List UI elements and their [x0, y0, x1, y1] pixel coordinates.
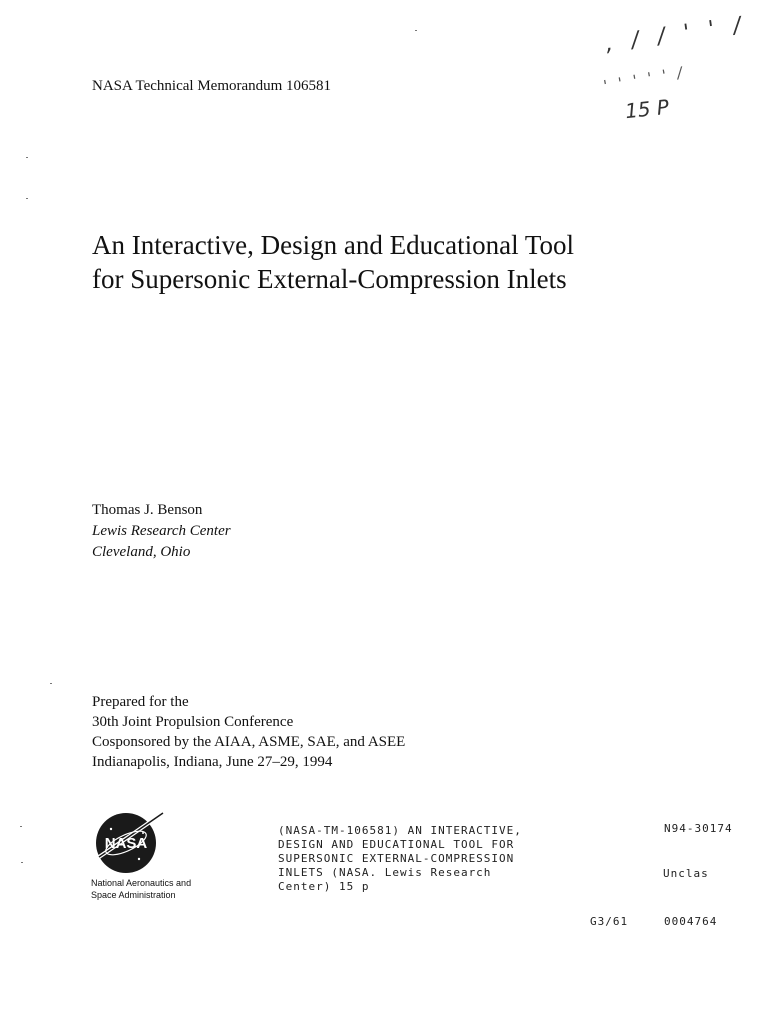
prepared-line-1: Prepared for the	[92, 694, 189, 710]
scan-speck	[415, 30, 417, 31]
author-center: Lewis Research Center	[92, 523, 231, 539]
scan-speck	[26, 157, 28, 158]
author-block	[92, 500, 231, 563]
citation-line-4: INLETS (NASA. Lewis Research	[278, 866, 492, 879]
subject-category: G3/61	[590, 915, 629, 928]
nasa-logo-graphic	[93, 805, 165, 877]
citation-block	[278, 824, 522, 894]
author-name: Thomas J. Benson	[92, 502, 203, 518]
title-line-2: for Supersonic External-Compression Inlets	[92, 264, 567, 294]
handwritten-page-count: 15 P	[623, 94, 671, 124]
scan-speck	[21, 862, 23, 863]
citation-line-2: DESIGN AND EDUCATIONAL TOOL FOR	[278, 838, 515, 851]
scan-speck	[26, 198, 28, 199]
prepared-for-block	[92, 692, 405, 772]
title-line-1: An Interactive, Design and Educational Tool	[92, 230, 574, 260]
logo-wordmark: NASA	[104, 835, 148, 852]
logo-star-2	[138, 858, 140, 860]
logo-star-3	[142, 832, 144, 834]
scan-speck	[20, 826, 22, 827]
document-title	[92, 228, 692, 296]
handwritten-mark-top: , / / ' ' /	[603, 12, 749, 57]
prepared-line-2: 30th Joint Propulsion Conference	[92, 714, 294, 730]
citation-line-1: (NASA-TM-106581) AN INTERACTIVE,	[278, 824, 522, 837]
agency-name	[91, 877, 191, 901]
report-number: N94-30174	[664, 822, 733, 835]
memo-number: NASA Technical Memorandum 106581	[92, 78, 332, 94]
citation-line-5: Center) 15 p	[278, 880, 370, 893]
agency-line-2: Space Administration	[91, 890, 176, 900]
nasa-meatball-icon	[93, 805, 165, 877]
prepared-line-3: Cosponsored by the AIAA, ASME, SAE, and ASEE	[92, 734, 406, 750]
citation-line-3: SUPERSONIC EXTERNAL-COMPRESSION	[278, 852, 515, 865]
agency-line-1: National Aeronautics and	[91, 878, 192, 888]
scan-speck	[50, 683, 52, 684]
classification-label: Unclas	[663, 867, 709, 880]
logo-star-1	[110, 828, 112, 830]
accession-number: 0004764	[664, 915, 718, 928]
prepared-line-4: Indianapolis, Indiana, June 27–29, 1994	[92, 754, 333, 770]
author-location: Cleveland, Ohio	[92, 544, 191, 560]
handwritten-mark-middle: ' ' ' ' ' /	[602, 62, 687, 96]
